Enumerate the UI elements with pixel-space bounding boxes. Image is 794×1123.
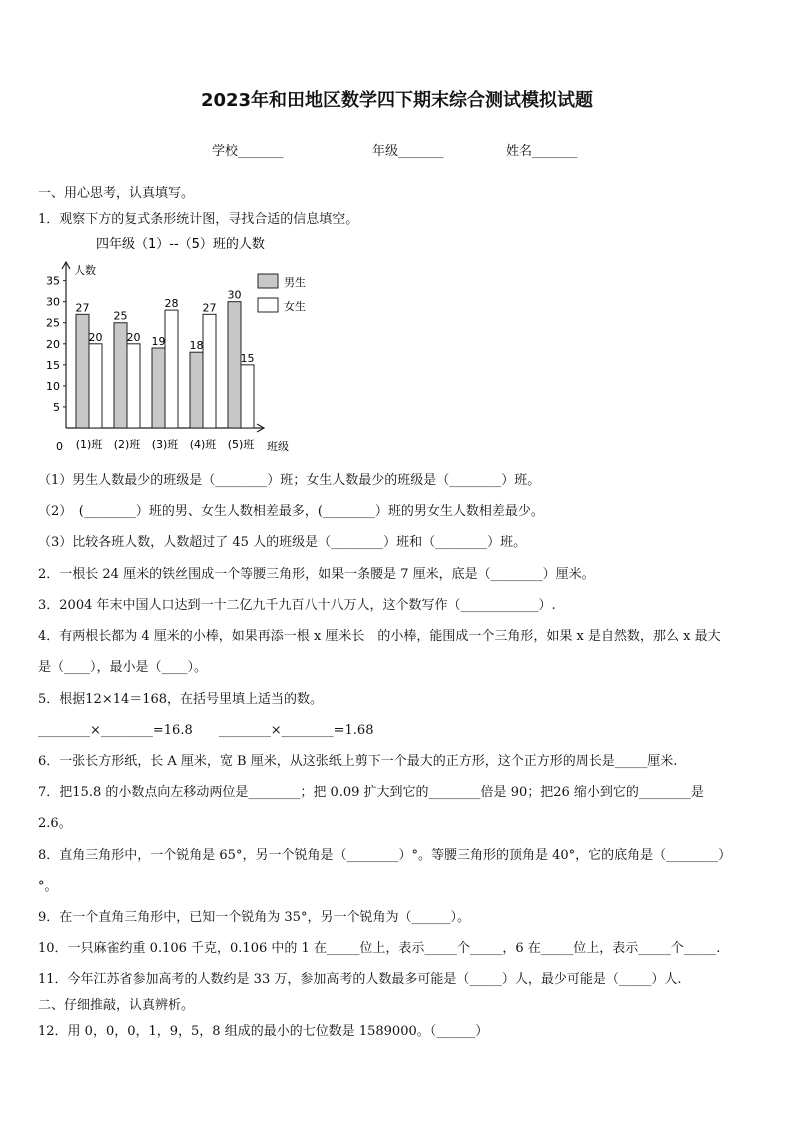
x-tick-label: (1)班 [75, 438, 103, 451]
bar-girls [127, 344, 140, 428]
bar-boys [152, 348, 165, 428]
bar-girls [89, 344, 102, 428]
page-title: 2023年和田地区数学四下期末综合测试模拟试题 [200, 90, 594, 111]
data-label: 18 [189, 339, 204, 353]
question-8-line-1: 8．直角三角形中，一个锐角是 65°，另一个锐角是（________）°。等腰三角形的顶角是 40°，它的底角是（________） [38, 848, 732, 863]
data-label: 20 [126, 330, 141, 344]
bar-boys [228, 302, 241, 428]
question-5: 5．根据12×14＝168，在括号里填上适当的数。 [38, 692, 324, 707]
data-label: 30 [227, 288, 242, 302]
question-10: 10．一只麻雀约重 0.106 千克，0.106 中的 1 在_____位上，表示_____个_____，6 在_____位上，表示_____个_____. [38, 941, 721, 956]
y-tick-label: 15 [46, 358, 60, 372]
legend-label: 男生 [284, 276, 306, 289]
data-label: 15 [240, 351, 255, 365]
origin-label: 0 [56, 440, 63, 453]
bar-boys [114, 323, 127, 428]
bar-boys [76, 314, 89, 428]
section-2-heading: 二、仔细推敲，认真辨析。 [38, 998, 195, 1013]
bar-chart-svg [38, 232, 308, 462]
question-1-part-3: （3）比较各班人数，人数超过了 45 人的班级是（________）班和（________）班。 [38, 535, 527, 550]
bar-girls [241, 365, 254, 428]
x-tick-label: (2)班 [113, 438, 141, 451]
data-label: 25 [113, 309, 128, 323]
y-tick-label: 25 [46, 316, 60, 330]
legend-label: 女生 [284, 300, 306, 313]
question-1: 1．观察下方的复式条形统计图，寻找合适的信息填空。 [38, 212, 359, 227]
data-label: 19 [151, 335, 166, 348]
question-6: 6．一张长方形纸，长 A 厘米，宽 B 厘米，从这张纸上剪下一个最大的正方形，这个正方形的周长是_____厘米. [38, 754, 678, 769]
y-axis-label: 人数 [74, 264, 96, 277]
question-12: 12．用 0，0，0，1，9，5，8 组成的最小的七位数是 1589000。（______） [38, 1024, 489, 1039]
question-8-line-2: °。 [38, 879, 58, 894]
name-field: 姓名_______ [506, 144, 578, 159]
section-1-heading: 一、用心思考，认真填写。 [38, 186, 195, 201]
y-tick-label: 5 [53, 400, 60, 414]
question-2: 2．一根长 24 厘米的铁丝围成一个等腰三角形，如果一条腰是 7 厘米，底是（________）厘米。 [38, 567, 595, 582]
x-tick-label: (3)班 [151, 438, 179, 451]
question-1-part-1: （1）男生人数最少的班级是（________）班；女生人数最少的班级是（________）班。 [38, 473, 541, 488]
bar-girls [203, 314, 216, 428]
x-axis-label: 班级 [267, 440, 289, 453]
bar-boys [190, 352, 203, 428]
question-7-line-1: 7．把15.8 的小数点向左移动两位是________；把 0.09 扩大到它的________倍是 90；把26 缩小到它的________是 [38, 785, 704, 800]
chart-title: 四年级（1）--（5）班的人数 [96, 237, 265, 252]
data-label: 27 [75, 301, 90, 315]
data-label: 27 [202, 301, 217, 315]
question-3: 3．2004 年末中国人口达到一十二亿九千九百八十八万人，这个数写作（____________）. [38, 598, 556, 613]
x-tick-label: (4)班 [189, 438, 217, 451]
bar-chart [38, 232, 308, 462]
question-9: 9．在一个直角三角形中，已知一个锐角为 35°，另一个锐角为（______）。 [38, 910, 470, 925]
school-field: 学校_______ [212, 144, 284, 159]
question-11: 11．今年江苏省参加高考的人数约是 33 万，参加高考的人数最多可能是（_____）人，最少可能是（_____）人. [38, 972, 682, 987]
bar-girls [165, 310, 178, 428]
question-7-line-2: 2.6。 [38, 816, 72, 831]
y-tick-label: 10 [46, 379, 60, 393]
x-tick-label: (5)班 [227, 438, 255, 451]
question-4-line-1: 4．有两根长都为 4 厘米的小棒，如果再添一根 x 厘米长 的小棒，能围成一个三角形，如果 x 是自然数，那么 x 最大 [38, 629, 721, 644]
data-label: 20 [88, 330, 103, 344]
y-tick-label: 35 [46, 274, 60, 288]
legend-swatch [258, 298, 278, 312]
legend-swatch [258, 274, 278, 288]
grade-field: 年级_______ [372, 144, 444, 159]
question-4-line-2: 是（____），最小是（____）。 [38, 660, 208, 675]
question-5-blanks: ________×________=16.8 ________×________=1.68 [38, 723, 374, 738]
data-label: 28 [164, 297, 179, 311]
question-1-part-2: （2） (________）班的男、女生人数相差最多，(________）班的男女生人数相差最少。 [38, 504, 544, 519]
y-tick-label: 30 [46, 295, 60, 309]
y-tick-label: 20 [46, 337, 60, 351]
